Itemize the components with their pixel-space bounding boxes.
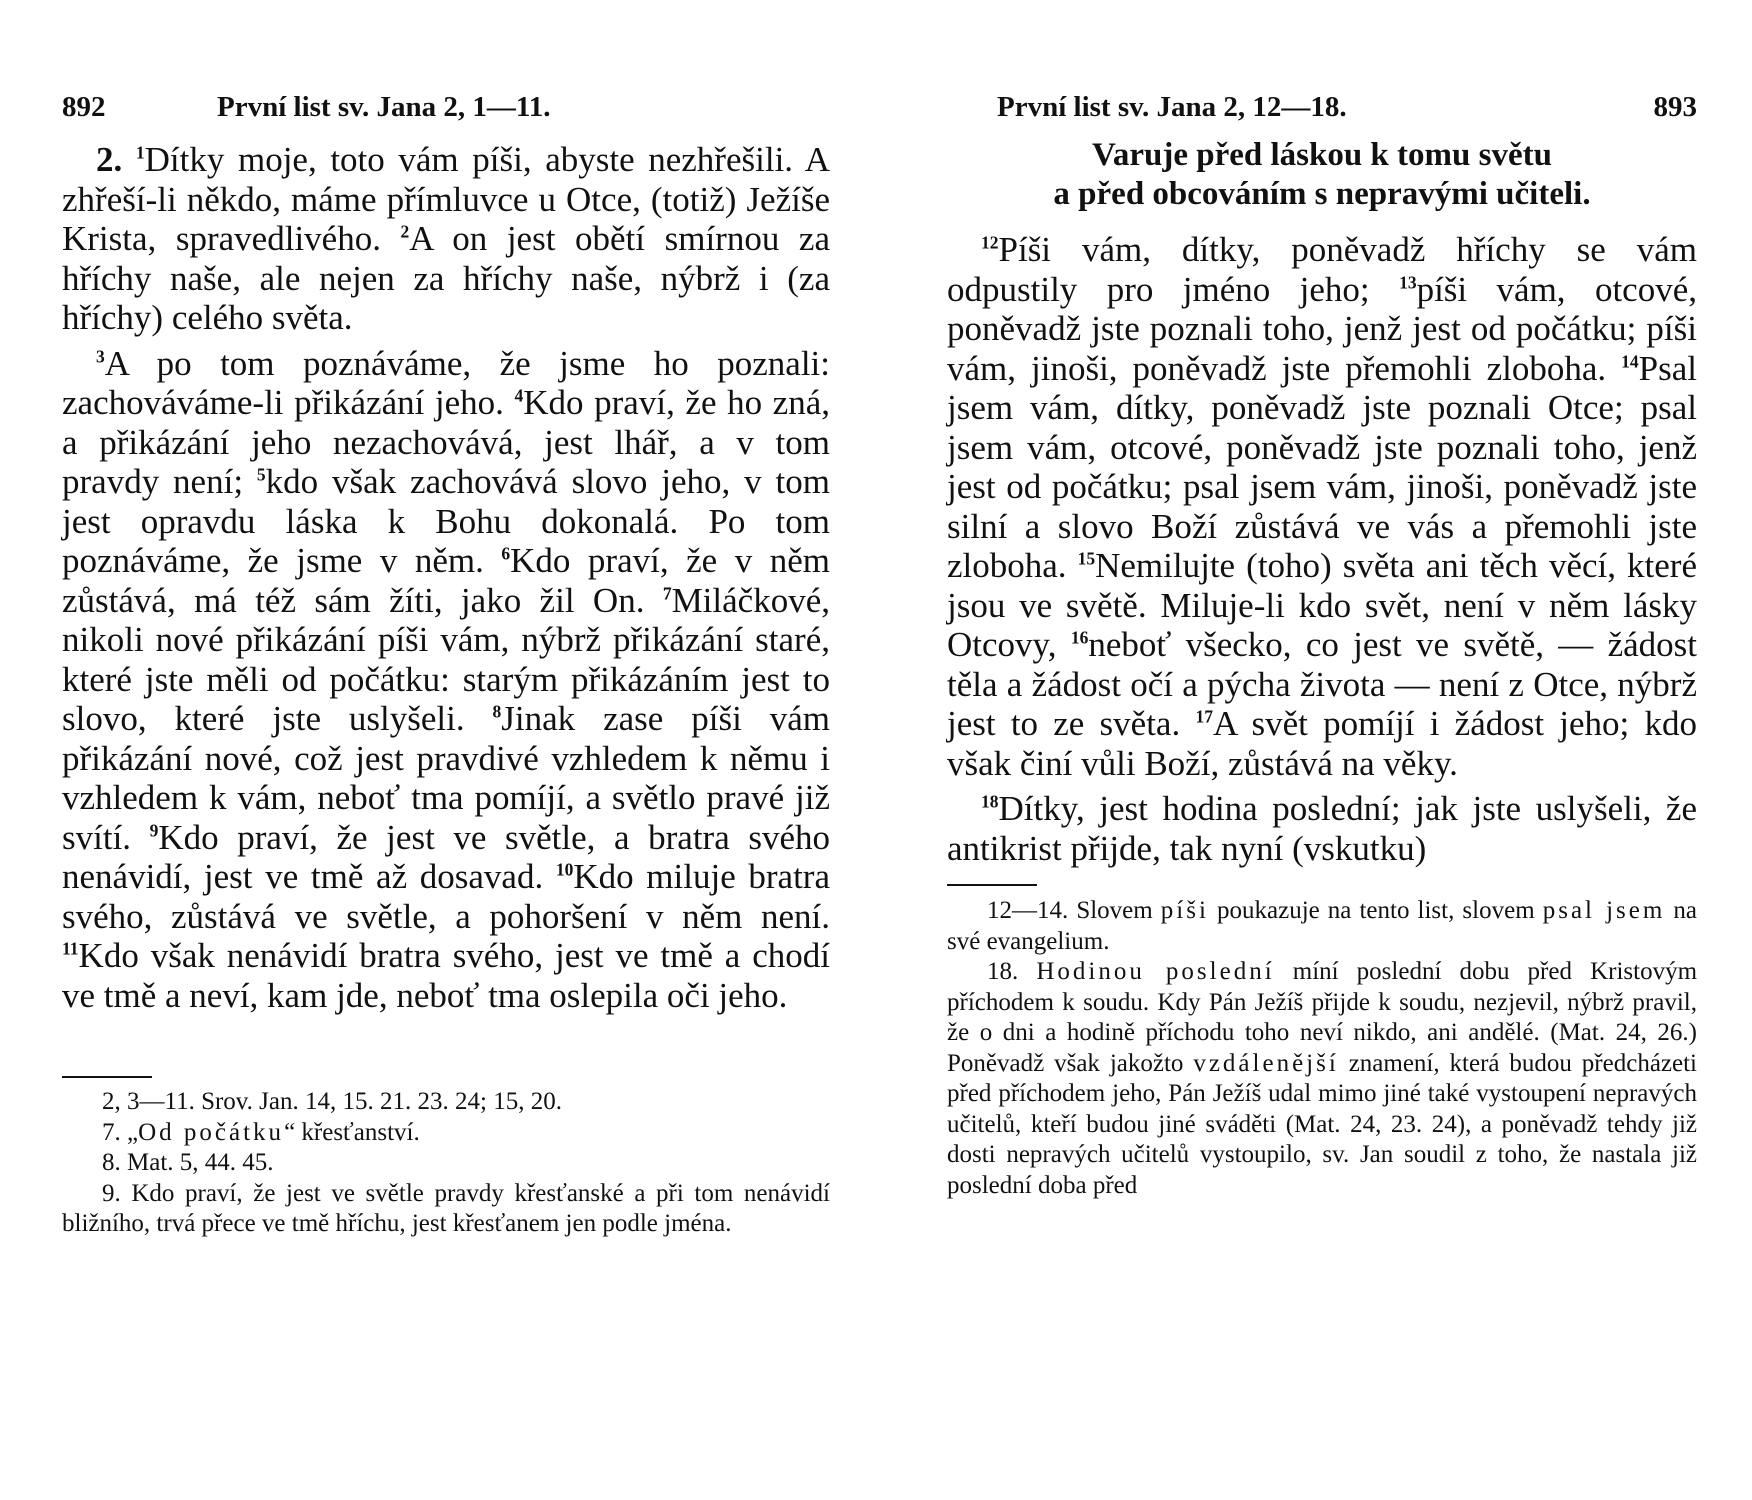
- footnote: [62, 1148, 830, 1179]
- paragraph: [947, 789, 1697, 868]
- text-run: poukazuje na tento list, slovem: [1208, 897, 1543, 924]
- text-run: kdo však zachovává slovo jeho, v tom jest opravdu láska k Bohu dokonalá. Po tom poznáváme, že jsme v něm.: [62, 462, 830, 580]
- verse-number: 14: [1621, 350, 1639, 371]
- section-heading: [947, 136, 1697, 214]
- verse-number: 10: [555, 859, 574, 880]
- text-run: Miláčkové, nikoli nové přikázání píši vám, nýbrž přikázání staré, které jste měli od počátku: starým přikázáním jest to slovo, které jste uslyšeli.: [62, 580, 830, 738]
- text-run: znamení, která budou předcházeti před příchodem jeho, Pán Ježíš udal mimo jiné také vystoupení nepravých učitelů, kteří budou jiné sváděti (Mat. 24, 23. 24), a poněvadž tehdy již dosti nepravých učitelů vystoupilo, sv. Jan soudil z toho, že nastala již poslední doba před: [947, 1049, 1697, 1199]
- footnotes: [947, 896, 1697, 1201]
- text-run: A po tom poznáváme, že jsme ho poznali: zachováváme-li přikázání jeho.: [62, 343, 830, 422]
- footnote-rule: [947, 884, 1037, 886]
- paragraph: [62, 344, 830, 1016]
- chapter-number: 2.: [96, 140, 136, 179]
- footnote-rule: [62, 1076, 152, 1078]
- verse-number: 17: [1195, 706, 1213, 727]
- verse-number: 9: [149, 819, 159, 840]
- footnotes: [62, 1087, 830, 1240]
- section-heading-line: a před obcováním s nepravými učiteli.: [1053, 176, 1591, 212]
- verse-number: 15: [1077, 548, 1096, 569]
- footnote: [62, 1118, 830, 1149]
- text-run: “ křesťanství.: [284, 1118, 420, 1146]
- spaced-emphasis: Od počátku: [138, 1118, 285, 1146]
- verse-number: 8: [492, 701, 502, 722]
- text-run: Kdo praví, že ho zná, a přikázání jeho nezachovává, jest lhář, a v tom pravdy není;: [62, 383, 830, 501]
- verse-number: 16: [1070, 627, 1089, 648]
- paragraph: [947, 230, 1697, 783]
- verse-number: 5: [256, 464, 266, 485]
- verse-number: 3: [96, 345, 105, 366]
- verse-number: 18: [981, 791, 999, 812]
- verse-number: 2: [400, 221, 410, 242]
- text-run: Kdo však nenávidí bratra svého, jest ve tmě a chodí ve tmě a neví, kam jde, neboť tma oslepila oči jeho.: [62, 936, 830, 1015]
- footnote: [62, 1087, 830, 1118]
- verse-number: 12: [981, 232, 999, 253]
- section-heading-line: Varuje před láskou k tomu světu: [1092, 137, 1552, 173]
- text-run: Psal jsem vám, dítky, poněvadž jste poznali Otce; psal jsem vám, otcové, poněvadž jste poznali toho, jenž jest od počátku; psal jsem vám, jinoši, poněvadž jste silní a slovo Boží zůstává ve vás a přemohli jste zloboha.: [947, 348, 1697, 585]
- verse-number: 7: [662, 582, 672, 603]
- main-text: [947, 230, 1697, 868]
- text-run: Píši vám, dítky, poněvadž hříchy se vám odpustily pro jméno jeho;: [947, 230, 1697, 309]
- text-run: 7. „: [102, 1118, 139, 1146]
- spaced-emphasis: vzdálenější: [1193, 1049, 1339, 1077]
- text-run: Nemilujte (toho) světa ani těch věcí, které jsou ve světě. Miluje-li kdo svět, není v něm lásky Otcovy,: [947, 546, 1697, 664]
- text-run: míní poslední dobu před Kristovým příchodem k soudu. Kdy Pán Ježíš přijde k soudu, nezjevil, nýbrž pravil, že o dni a hodině příchodu toho neví nikdo, ani andělé. (Mat. 24, 26.) Poněvadž však jakožto: [947, 958, 1698, 1077]
- page-number: 892: [62, 91, 106, 123]
- verse-number: 6: [501, 543, 511, 564]
- main-text: [62, 140, 830, 1015]
- text-run: 2, 3—11. Srov. Jan. 14, 15. 21. 23. 24; 15, 20.: [102, 1088, 562, 1115]
- verse-number: 4: [514, 385, 524, 406]
- paragraph: [62, 140, 830, 338]
- text-run: 12—14. Slovem: [987, 897, 1161, 924]
- text-run: 18.: [987, 958, 1037, 985]
- spaced-emphasis: píši: [1160, 897, 1209, 924]
- text-run: na své evangelium.: [947, 897, 1697, 955]
- verse-number: 1: [135, 142, 145, 163]
- text-run: píši vám, otcové, poněvadž jste poznali toho, jenž jest od počátku; píši vám, jinoši, poněvadž jste přemohli zloboha.: [947, 269, 1698, 388]
- running-head: První list sv. Jana 2, 1—11.: [217, 91, 551, 123]
- text-run: A svět pomíjí i žádost jeho; kdo však činí vůli Boží, zůstává na věky.: [947, 704, 1697, 783]
- text-run: neboť všecko, co jest ve světě, — žádost těla a žádost očí a pýcha života — není z Otce, nýbrž jest to ze světa.: [947, 625, 1698, 743]
- text-run: 9. Kdo praví, že jest ve světle pravdy křesťanské a při tom nenávidí bližního, trvá přece ve tmě hříchu, jest křesťanem jen podle jména.: [62, 1179, 830, 1237]
- footnote: [62, 1179, 830, 1240]
- text-run: Kdo praví, že jest ve světle, a bratra svého nenávidí, jest ve tmě až dosavad.: [62, 817, 830, 896]
- text-run: 8. Mat. 5, 44. 45.: [102, 1149, 274, 1176]
- text-run: A on jest obětí smírnou za hříchy naše, ale nejen za hříchy naše, nýbrž i (za hříchy) celého světa.: [62, 219, 830, 337]
- text-run: Kdo miluje bratra svého, zůstává ve světle, a pohoršení v něm není.: [62, 857, 830, 936]
- text-run: Jinak zase píši vám přikázání nové, což jest pravdivé vzhledem k němu i vzhledem k vám, neboť tma pomíjí, a světlo pravé již svítí.: [62, 699, 830, 857]
- footnote: [947, 957, 1697, 1201]
- verse-number: 13: [1399, 271, 1417, 292]
- page-number: 893: [1653, 91, 1697, 123]
- text-run: Kdo praví, že v něm zůstává, má též sám žíti, jako žil On.: [62, 541, 830, 620]
- running-head: První list sv. Jana 2, 12—18.: [997, 91, 1347, 123]
- spaced-emphasis: Hodinou poslední: [1036, 958, 1275, 985]
- text-run: Dítky moje, toto vám píši, abyste nezhřešili. A zhřeší-li někdo, máme přímluvce u Otce, (totiž) Ježíše Krista, spravedlivého.: [62, 140, 831, 258]
- verse-number: 11: [62, 938, 79, 959]
- footnote: [947, 896, 1697, 957]
- spaced-emphasis: psal jsem: [1542, 897, 1666, 924]
- text-run: Dítky, jest hodina poslední; jak jste uslyšeli, že antikrist přijde, tak nyní (vskutku): [947, 789, 1697, 868]
